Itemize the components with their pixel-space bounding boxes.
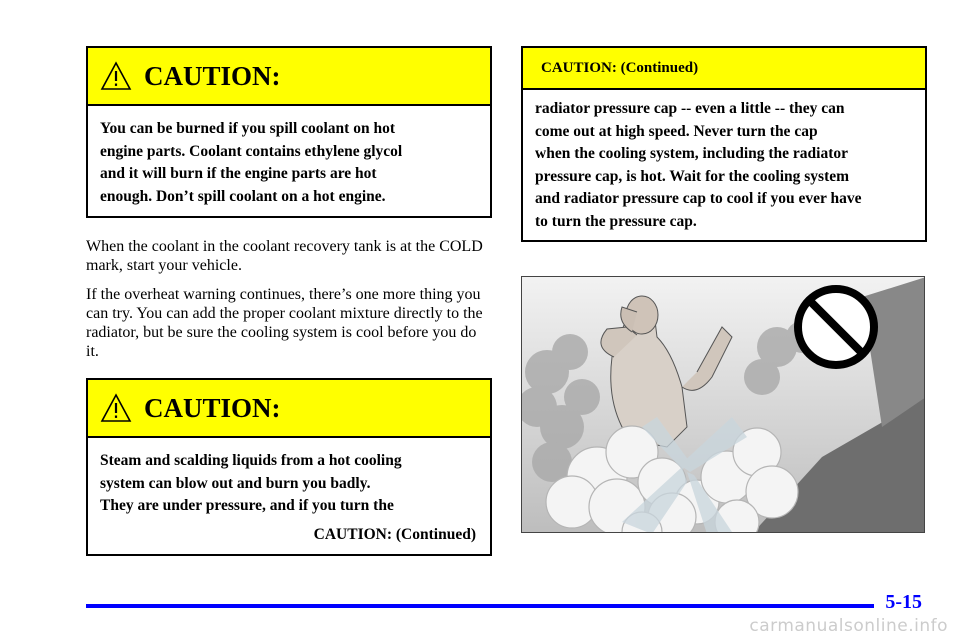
- caution-line: Steam and scalding liquids from a hot cooling: [100, 452, 402, 469]
- caution-header: [523, 48, 925, 90]
- caution-line: when the cooling system, including the radiator: [535, 145, 849, 162]
- caution-title: CAUTION: (Continued): [541, 59, 699, 76]
- caution-line: come out at high speed. Never turn the cap: [535, 122, 818, 140]
- caution-line: system can blow out and burn you badly.: [100, 474, 371, 492]
- caution-header: [88, 380, 490, 438]
- caution-line: engine parts. Coolant contains ethylene glycol: [100, 142, 403, 160]
- caution-title: CAUTION:: [144, 60, 281, 91]
- steam-warning-illustration: [521, 276, 925, 533]
- prohibition-sign-icon: [798, 289, 874, 365]
- illustration-drawing: [522, 277, 925, 533]
- body-paragraph-overheat: If the overheat warning continues, there’s one more thing you can try. You can add the proper coolant mixture directly to the radiator, but be sure the cooling system is cool before you do it.: [86, 286, 483, 360]
- caution-line: You can be burned if you spill coolant on hot: [100, 120, 395, 137]
- caution-line: pressure cap, is hot. Wait for the cooling system: [535, 167, 850, 185]
- caution-header: [88, 48, 490, 106]
- body-paragraph-cold-mark: When the coolant in the coolant recovery tank is at the COLD mark, start your vehicle.: [86, 238, 483, 274]
- watermark-footer: carmanualsonline.info: [749, 616, 948, 636]
- caution-line: They are under pressure, and if you turn the: [100, 497, 394, 514]
- caution-line: and radiator pressure cap to cool if you ever have: [535, 190, 862, 207]
- caution-body: [88, 438, 490, 546]
- caution-box-coolant: [86, 46, 492, 218]
- caution-line: radiator pressure cap -- even a little -- they can: [535, 100, 845, 117]
- caution-line: and it will burn if the engine parts are hot: [100, 165, 377, 182]
- page-number: 5-15: [885, 591, 922, 613]
- caution-box-steam: [86, 378, 492, 556]
- warning-triangle-icon: [100, 393, 132, 423]
- caution-line: enough. Don’t spill coolant on a hot engine.: [100, 187, 386, 205]
- caution-continued-label: CAUTION: (Continued): [313, 525, 476, 543]
- caution-box-continued: [521, 46, 927, 242]
- caution-body: [523, 90, 925, 233]
- warning-triangle-icon: [100, 61, 132, 91]
- caution-line: to turn the pressure cap.: [535, 212, 697, 230]
- caution-body: [88, 106, 490, 208]
- footer-rule: [86, 604, 874, 608]
- caution-title: CAUTION:: [144, 392, 281, 423]
